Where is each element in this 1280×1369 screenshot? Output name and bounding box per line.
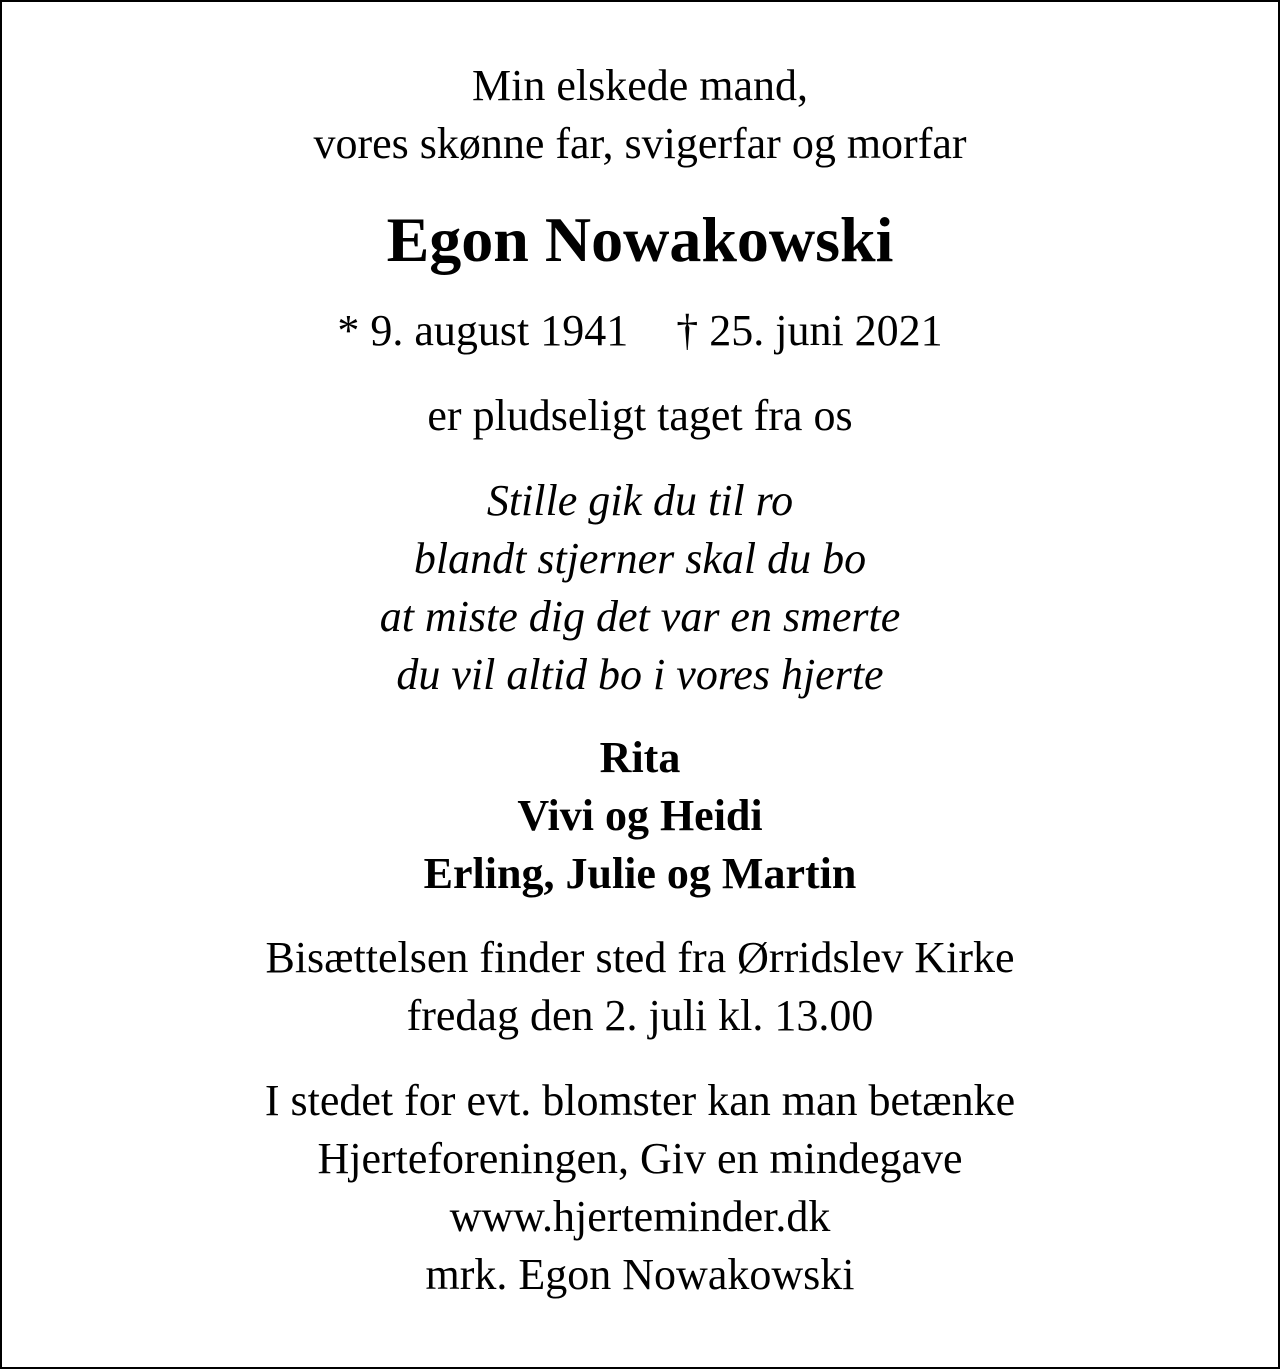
donation-line-2: Hjerteforeningen, Giv en mindegave [317,1134,963,1183]
verse-line-1: Stille gik du til ro [486,476,794,525]
verse-line-2: blandt stjerner skal du bo [413,534,867,583]
death-date: † 25. juni 2021 [676,306,943,355]
deceased-name: Egon Nowakowski [386,204,894,275]
intro-line-1: Min elskede mand, [471,61,809,110]
donation-line-4: mrk. Egon Nowakowski [425,1250,855,1299]
family-line-2: Vivi og Heidi [517,791,763,840]
donation-line-1: I stedet for evt. blomster kan man betænke [264,1076,1016,1125]
dates-line [2,302,1278,360]
family-line-1: Rita [599,733,681,782]
birth-date: * 9. august 1941 [337,306,629,355]
funeral-line-1: Bisættelsen finder sted fra Ørridslev Kirke [265,933,1015,982]
verse-line-3: at miste dig det var en smerte [379,592,901,641]
funeral-line-2: fredag den 2. juli kl. 13.00 [406,991,874,1040]
passed-line: er pludseligt taget fra os [427,391,853,440]
donation-link: www.hjerteminder.dk [449,1192,831,1241]
intro-line-2: vores skønne far, svigerfar og morfar [313,119,967,168]
verse-line-4: du vil altid bo i vores hjerte [396,650,884,699]
family-line-3: Erling, Julie og Martin [423,849,857,898]
